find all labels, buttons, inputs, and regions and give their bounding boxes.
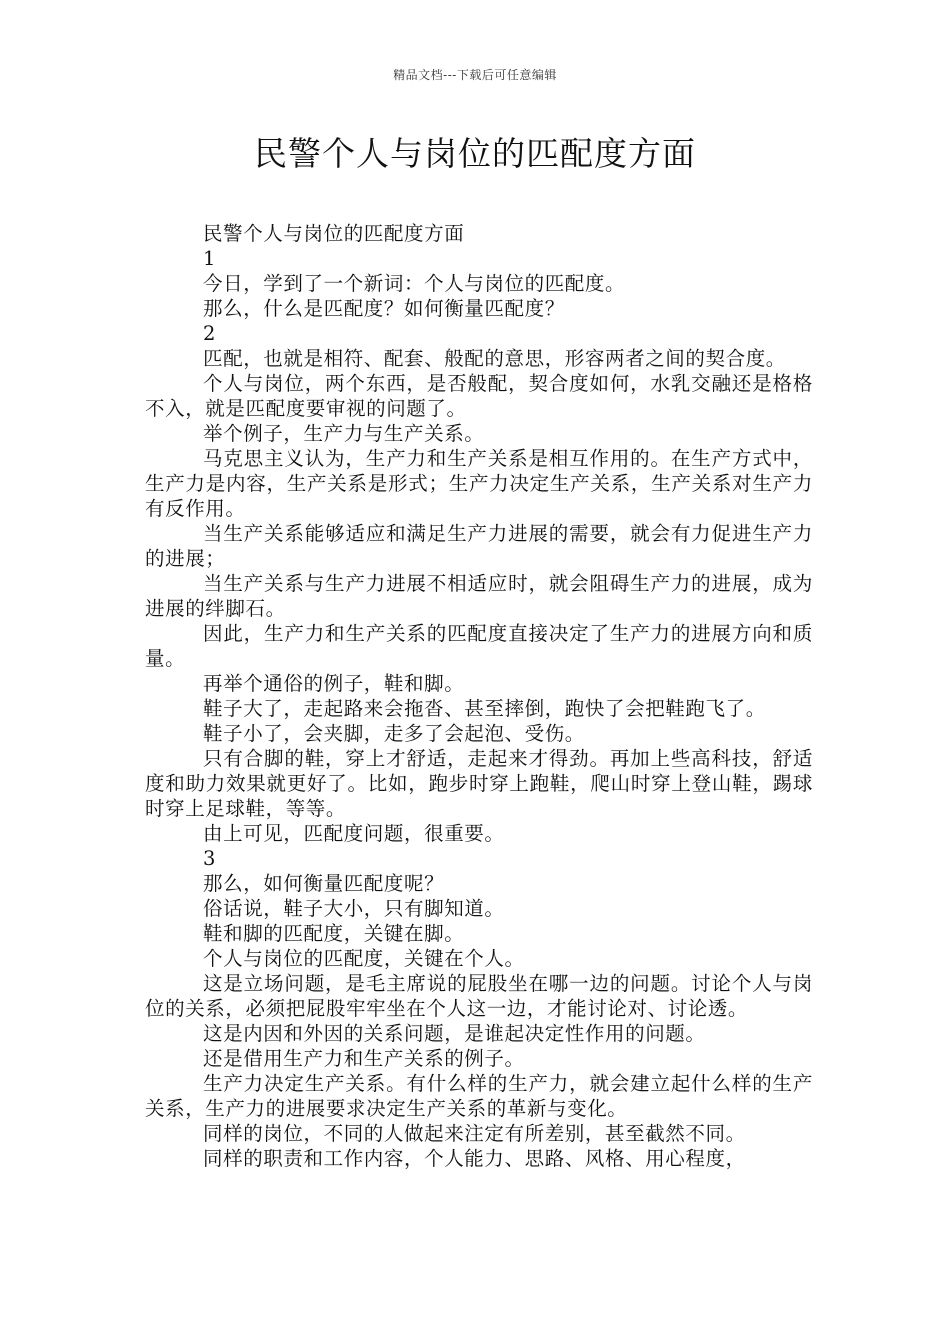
section-number: 3 [203, 847, 217, 870]
document-body [145, 221, 813, 1171]
paragraph: 还是借用生产力和生产关系的例子。 [203, 1047, 525, 1070]
paragraph: 当生产关系能够适应和满足生产力进展的需要，就会有力促进生产力的进展； [145, 522, 813, 570]
section-number: 2 [203, 322, 217, 345]
paragraph: 这是内因和外因的关系问题，是谁起决定性作用的问题。 [203, 1022, 706, 1045]
header-note: 精品文档---下载后可任意编辑 [393, 68, 557, 82]
paragraph: 再举个通俗的例子，鞋和脚。 [203, 672, 465, 695]
paragraph: 由上可见，匹配度问题，很重要。 [203, 822, 505, 845]
paragraph: 当生产关系与生产力进展不相适应时，就会阻碍生产力的进展，成为进展的绊脚石。 [145, 572, 813, 620]
paragraph: 只有合脚的鞋，穿上才舒适，走起来才得劲。再加上些高科技，舒适度和助力效果就更好了。比如，跑步时穿上跑鞋，爬山时穿上登山鞋，踢球时穿上足球鞋，等等。 [145, 747, 813, 820]
paragraph: 个人与岗位，两个东西，是否般配，契合度如何，水乳交融还是格格不入，就是匹配度要审视的问题了。 [145, 372, 813, 420]
paragraph: 民警个人与岗位的匹配度方面 [203, 222, 465, 245]
paragraph: 同样的岗位，不同的人做起来注定有所差别，甚至截然不同。 [203, 1122, 746, 1145]
paragraph: 那么，如何衡量匹配度呢？ [203, 872, 445, 895]
paragraph: 个人与岗位的匹配度，关键在个人。 [203, 947, 525, 970]
section-number: 1 [203, 247, 217, 270]
paragraph: 匹配，也就是相符、配套、般配的意思，形容两者之间的契合度。 [203, 347, 786, 370]
document-title: 民警个人与岗位的匹配度方面 [254, 134, 696, 173]
paragraph: 今日，学到了一个新词：个人与岗位的匹配度。 [203, 272, 626, 295]
paragraph: 鞋子大了，走起路来会拖沓、甚至摔倒，跑快了会把鞋跑飞了。 [203, 697, 766, 720]
paragraph: 俗话说，鞋子大小，只有脚知道。 [203, 897, 505, 920]
paragraph: 这是立场问题，是毛主席说的屁股坐在哪一边的问题。讨论个人与岗位的关系，必须把屁股牢牢坐在个人这一边，才能讨论对、讨论透。 [145, 972, 813, 1020]
paragraph: 举个例子，生产力与生产关系。 [203, 422, 485, 445]
paragraph: 因此，生产力和生产关系的匹配度直接决定了生产力的进展方向和质量。 [145, 622, 813, 670]
paragraph: 生产力决定生产关系。有什么样的生产力，就会建立起什么样的生产关系，生产力的进展要求决定生产关系的革新与变化。 [145, 1072, 813, 1120]
paragraph: 马克思主义认为，生产力和生产关系是相互作用的。在生产方式中，生产力是内容，生产关系是形式；生产力决定生产关系，生产关系对生产力有反作用。 [145, 447, 813, 520]
paragraph: 鞋子小了，会夹脚，走多了会起泡、受伤。 [203, 722, 585, 745]
paragraph: 鞋和脚的匹配度，关键在脚。 [203, 922, 465, 945]
paragraph: 那么，什么是匹配度？如何衡量匹配度？ [203, 297, 565, 320]
paragraph: 同样的职责和工作内容，个人能力、思路、风格、用心程度， [203, 1147, 746, 1170]
